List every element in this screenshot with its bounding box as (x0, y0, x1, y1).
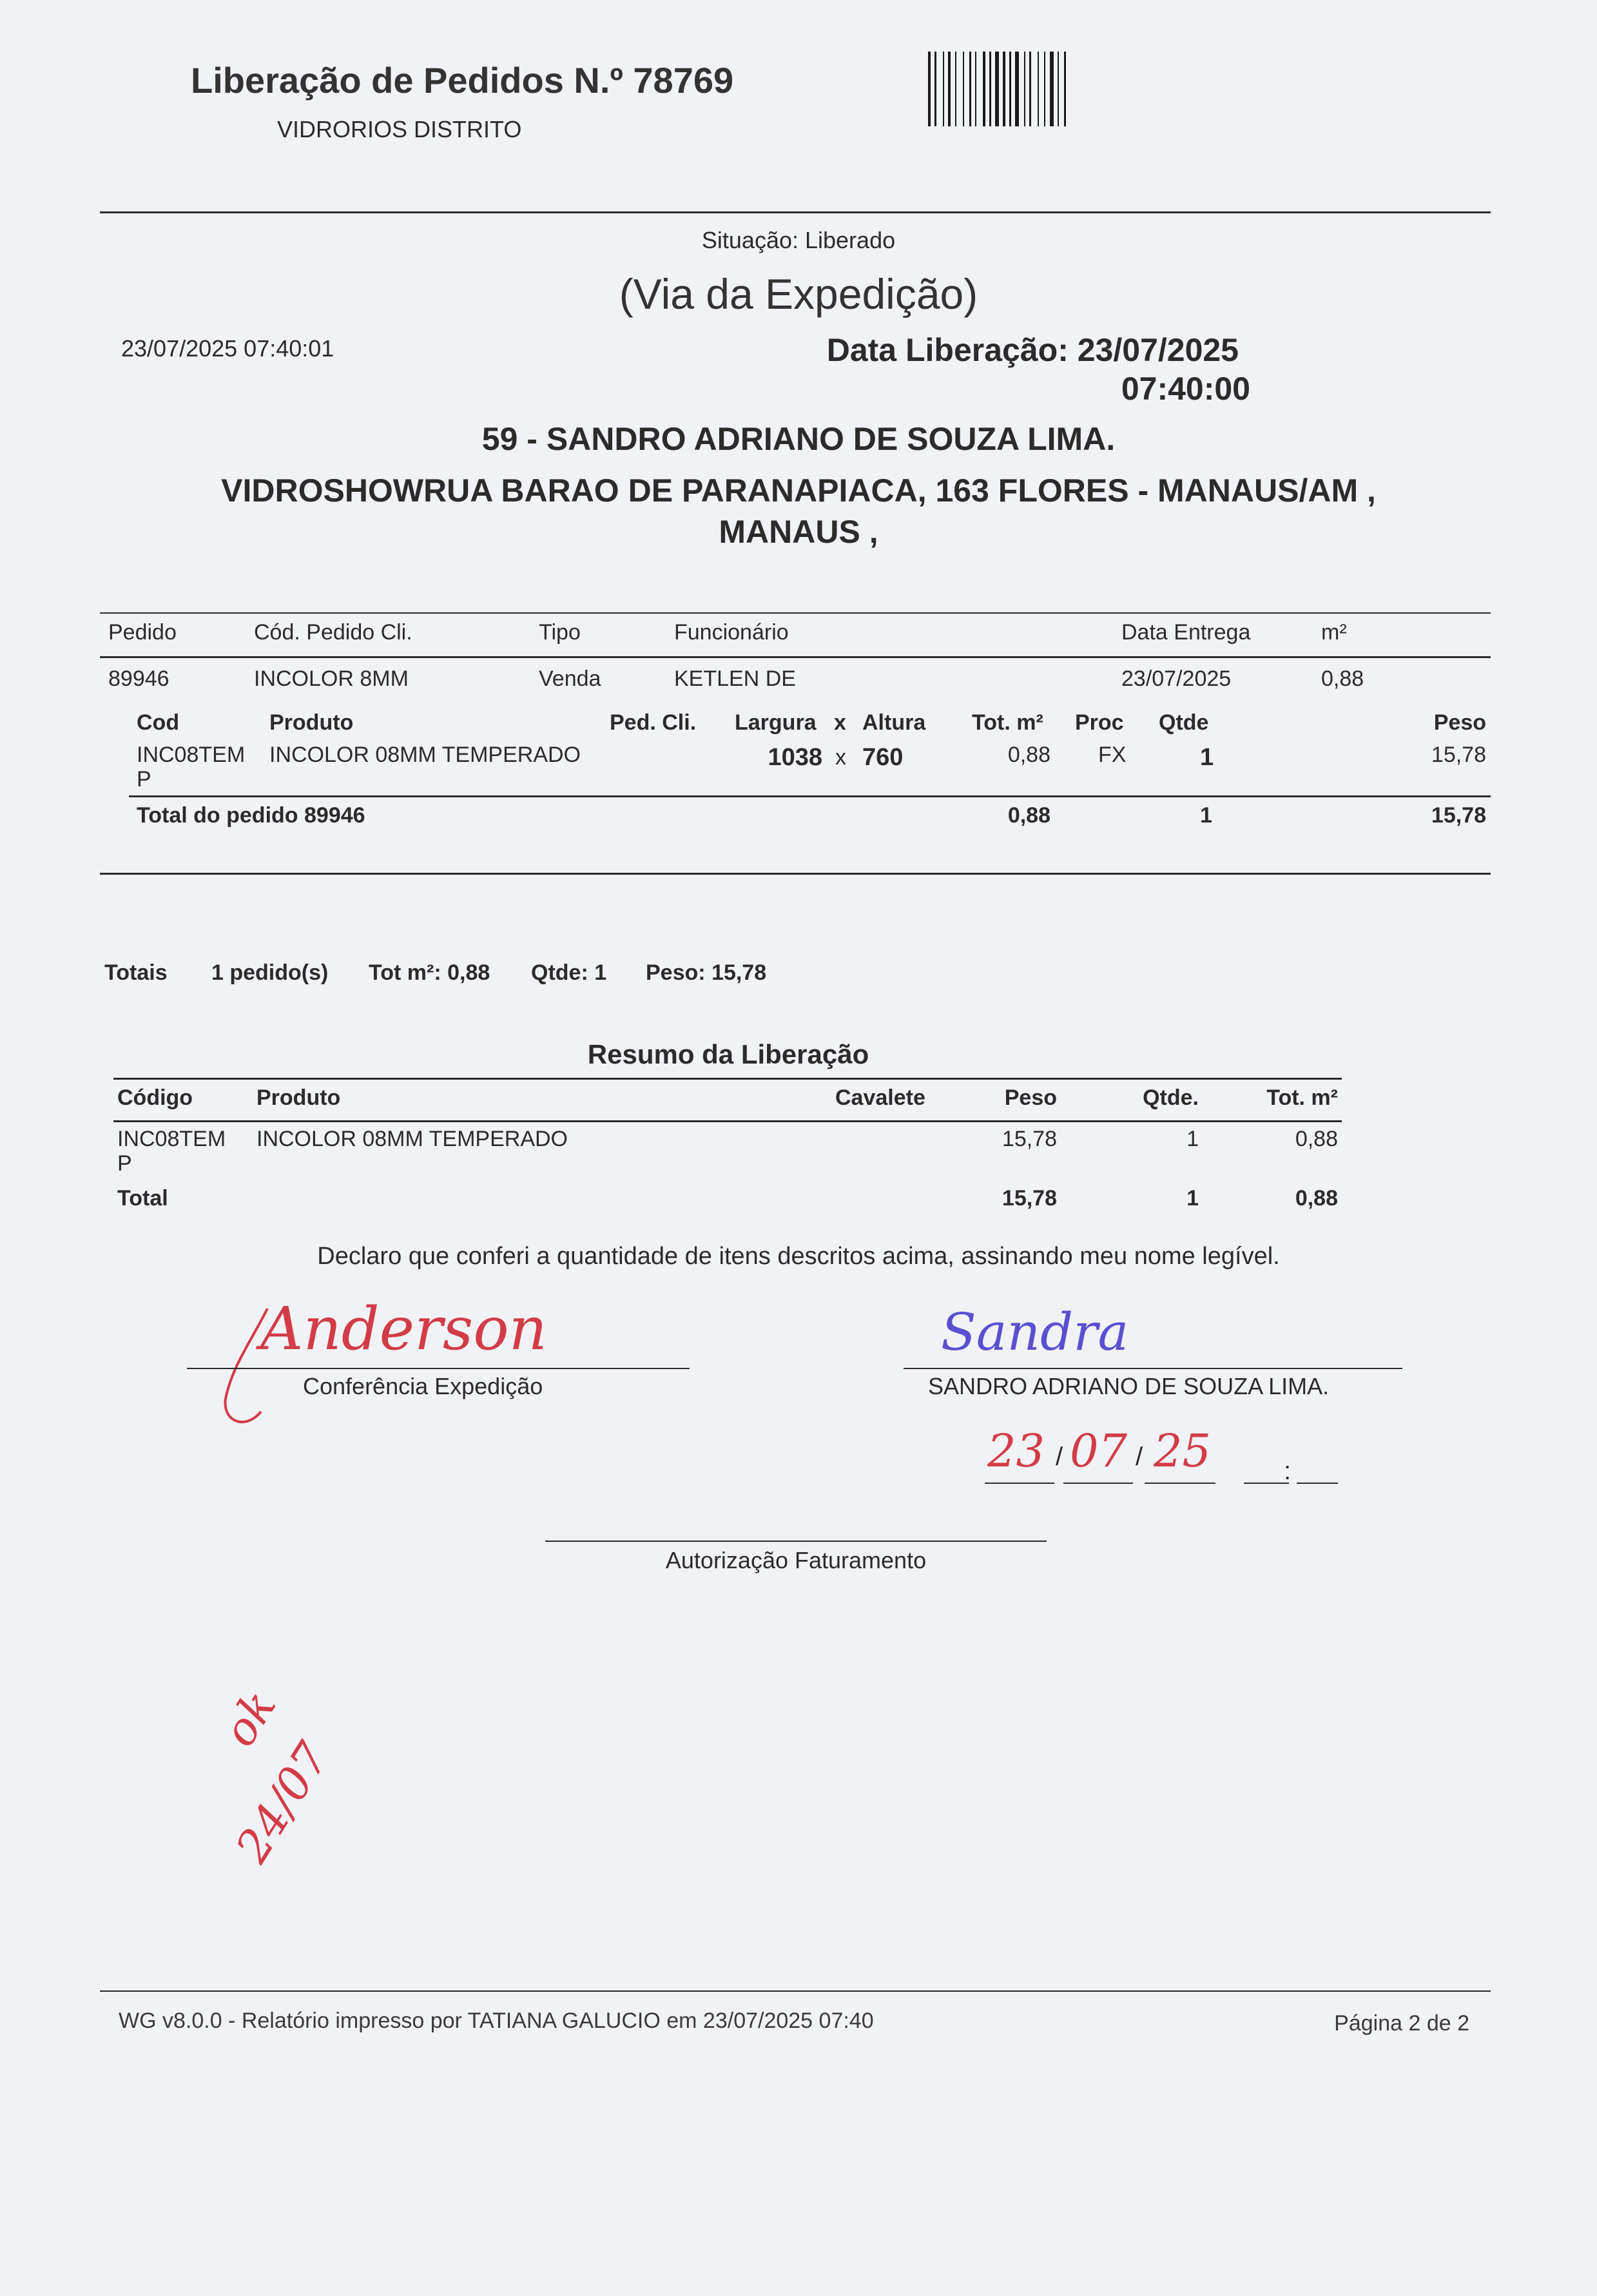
order-table-top-rule (100, 612, 1491, 614)
totais-peso: Peso: 15,78 (646, 960, 767, 985)
date-separator-1: / (1056, 1443, 1063, 1471)
resumo-header-tot-m2: Tot. m² (1266, 1085, 1338, 1110)
document-title: Liberação de Pedidos N.º 78769 (191, 60, 734, 101)
items-total-rule (129, 795, 1491, 797)
resumo-cell-codigo: INC08TEM (117, 1127, 226, 1151)
resumo-header-qtde: Qtde. (1143, 1085, 1199, 1110)
client-signature-label: SANDRO ADRIANO DE SOUZA LIMA. (928, 1373, 1330, 1399)
resumo-total-peso: 15,78 (1002, 1186, 1057, 1211)
header-m2: m² (1321, 620, 1347, 645)
resumo-top-rule (113, 1078, 1342, 1080)
via-text: (Via da Expedição) (619, 270, 978, 318)
resumo-cell-qtde: 1 (1186, 1127, 1199, 1151)
declaration-text: Declaro que conferi a quantidade de itens descritos acima, assinando meu nome legível. (317, 1243, 1280, 1270)
signature-conferencia: Anderson (260, 1294, 547, 1363)
header-divider (100, 211, 1491, 213)
data-liberacao-time: 07:40:00 (1121, 371, 1250, 407)
signature-client: Sandra (941, 1302, 1129, 1362)
header-funcionario: Funcionário (674, 620, 789, 645)
cell-funcionario: KETLEN DE (674, 666, 796, 691)
resumo-header-cavalete: Cavalete (835, 1085, 925, 1110)
cell-qtde: 1 (1200, 744, 1214, 771)
order-table-header-rule (100, 656, 1491, 658)
client-name: 59 - SANDRO ADRIANO DE SOUZA LIMA. (481, 421, 1116, 457)
cell-produto: INCOLOR 08MM TEMPERADO (269, 743, 581, 767)
cell-data-entrega: 23/07/2025 (1121, 666, 1232, 691)
cell-largura: 1038 (768, 744, 822, 771)
total-pedido-qtde: 1 (1200, 803, 1212, 828)
signature-line-autorizacao (545, 1541, 1047, 1542)
handwritten-note-date: 24/07 (226, 1733, 340, 1872)
resumo-title: Resumo da Liberação (587, 1039, 869, 1069)
cell-cod: INC08TEM (137, 743, 246, 767)
barcode (928, 52, 1173, 126)
cell-tot-m2: 0,88 (1007, 743, 1050, 767)
cell-x: x (835, 745, 846, 770)
time-line-hour (1244, 1483, 1289, 1484)
resumo-cell-codigo-cont: P (117, 1151, 132, 1176)
situacao-text: Situação: Liberado (701, 227, 896, 253)
date-separator-2: / (1136, 1443, 1143, 1471)
resumo-cell-tot-m2: 0,88 (1295, 1127, 1338, 1151)
client-city: MANAUS , (719, 514, 878, 550)
header-x: x (834, 710, 846, 735)
company-name: VIDRORIOS DISTRITO (277, 116, 522, 142)
header-ped-cli: Ped. Cli. (610, 710, 697, 735)
total-pedido-peso: 15,78 (1431, 803, 1486, 828)
header-cod: Cod (137, 710, 180, 735)
handwritten-day: 23 (987, 1425, 1045, 1477)
handwritten-note-ok: ok (213, 1681, 287, 1756)
cell-pedido: 89946 (108, 666, 169, 691)
resumo-header-codigo: Código (117, 1085, 193, 1110)
signature-line-conferencia (187, 1368, 690, 1369)
autorizacao-label: Autorização Faturamento (665, 1547, 927, 1573)
handwritten-month: 07 (1070, 1425, 1128, 1477)
resumo-total-label: Total (117, 1186, 168, 1211)
totais-tot-m2: Tot m²: 0,88 (369, 960, 490, 985)
header-produto: Produto (269, 710, 354, 735)
totais-qtde: Qtde: 1 (531, 960, 607, 985)
resumo-total-qtde: 1 (1186, 1186, 1199, 1211)
time-separator: : (1284, 1457, 1292, 1485)
handwritten-year: 25 (1154, 1425, 1212, 1477)
resumo-total-tot-m2: 0,88 (1295, 1186, 1338, 1211)
header-altura: Altura (862, 710, 926, 735)
date-line-day (985, 1483, 1054, 1484)
resumo-header-peso: Peso (1004, 1085, 1057, 1110)
signature-flourish (206, 1302, 284, 1431)
totais-label: Totais (104, 960, 168, 985)
header-proc: Proc (1075, 710, 1124, 735)
header-qtde: Qtde (1159, 710, 1209, 735)
cell-cod-cont: P (137, 767, 151, 792)
cell-altura: 760 (862, 744, 904, 771)
resumo-cell-peso: 15,78 (1002, 1127, 1057, 1151)
items-bottom-rule (100, 873, 1491, 875)
total-pedido-tot-m2: 0,88 (1007, 803, 1050, 828)
footer-rule (100, 1990, 1491, 1992)
date-line-month (1063, 1483, 1133, 1484)
resumo-header-rule (113, 1120, 1342, 1122)
header-tipo: Tipo (539, 620, 581, 645)
cell-cod-pedido-cli: INCOLOR 8MM (254, 666, 409, 691)
totais-pedidos: 1 pedido(s) (211, 960, 329, 985)
printed-datetime: 23/07/2025 07:40:01 (121, 335, 334, 362)
total-pedido-label: Total do pedido 89946 (137, 803, 365, 828)
footer-page-number: Página 2 de 2 (1334, 2011, 1469, 2036)
footer-report-info: WG v8.0.0 - Relatório impresso por TATIANA GALUCIO em 23/07/2025 07:40 (119, 2009, 874, 2033)
resumo-header-produto: Produto (256, 1085, 341, 1110)
cell-peso: 15,78 (1431, 743, 1486, 767)
header-tot-m2: Tot. m² (972, 710, 1043, 735)
cell-proc: FX (1098, 743, 1127, 767)
header-data-entrega: Data Entrega (1121, 620, 1251, 645)
header-peso: Peso (1433, 710, 1486, 735)
header-cod-pedido-cli: Cód. Pedido Cli. (254, 620, 412, 645)
header-largura: Largura (735, 710, 817, 735)
date-line-year (1145, 1483, 1215, 1484)
data-liberacao: Data Liberação: 23/07/2025 (826, 332, 1239, 368)
header-pedido: Pedido (108, 620, 177, 645)
cell-m2: 0,88 (1321, 666, 1364, 691)
cell-tipo: Venda (539, 666, 601, 691)
conferencia-label: Conferência Expedição (303, 1373, 543, 1399)
time-line-minute (1297, 1483, 1338, 1484)
resumo-cell-produto: INCOLOR 08MM TEMPERADO (256, 1127, 568, 1151)
signature-line-client (904, 1368, 1402, 1369)
client-address: VIDROSHOWRUA BARAO DE PARANAPIACA, 163 FLORES - MANAUS/AM , (221, 472, 1376, 509)
